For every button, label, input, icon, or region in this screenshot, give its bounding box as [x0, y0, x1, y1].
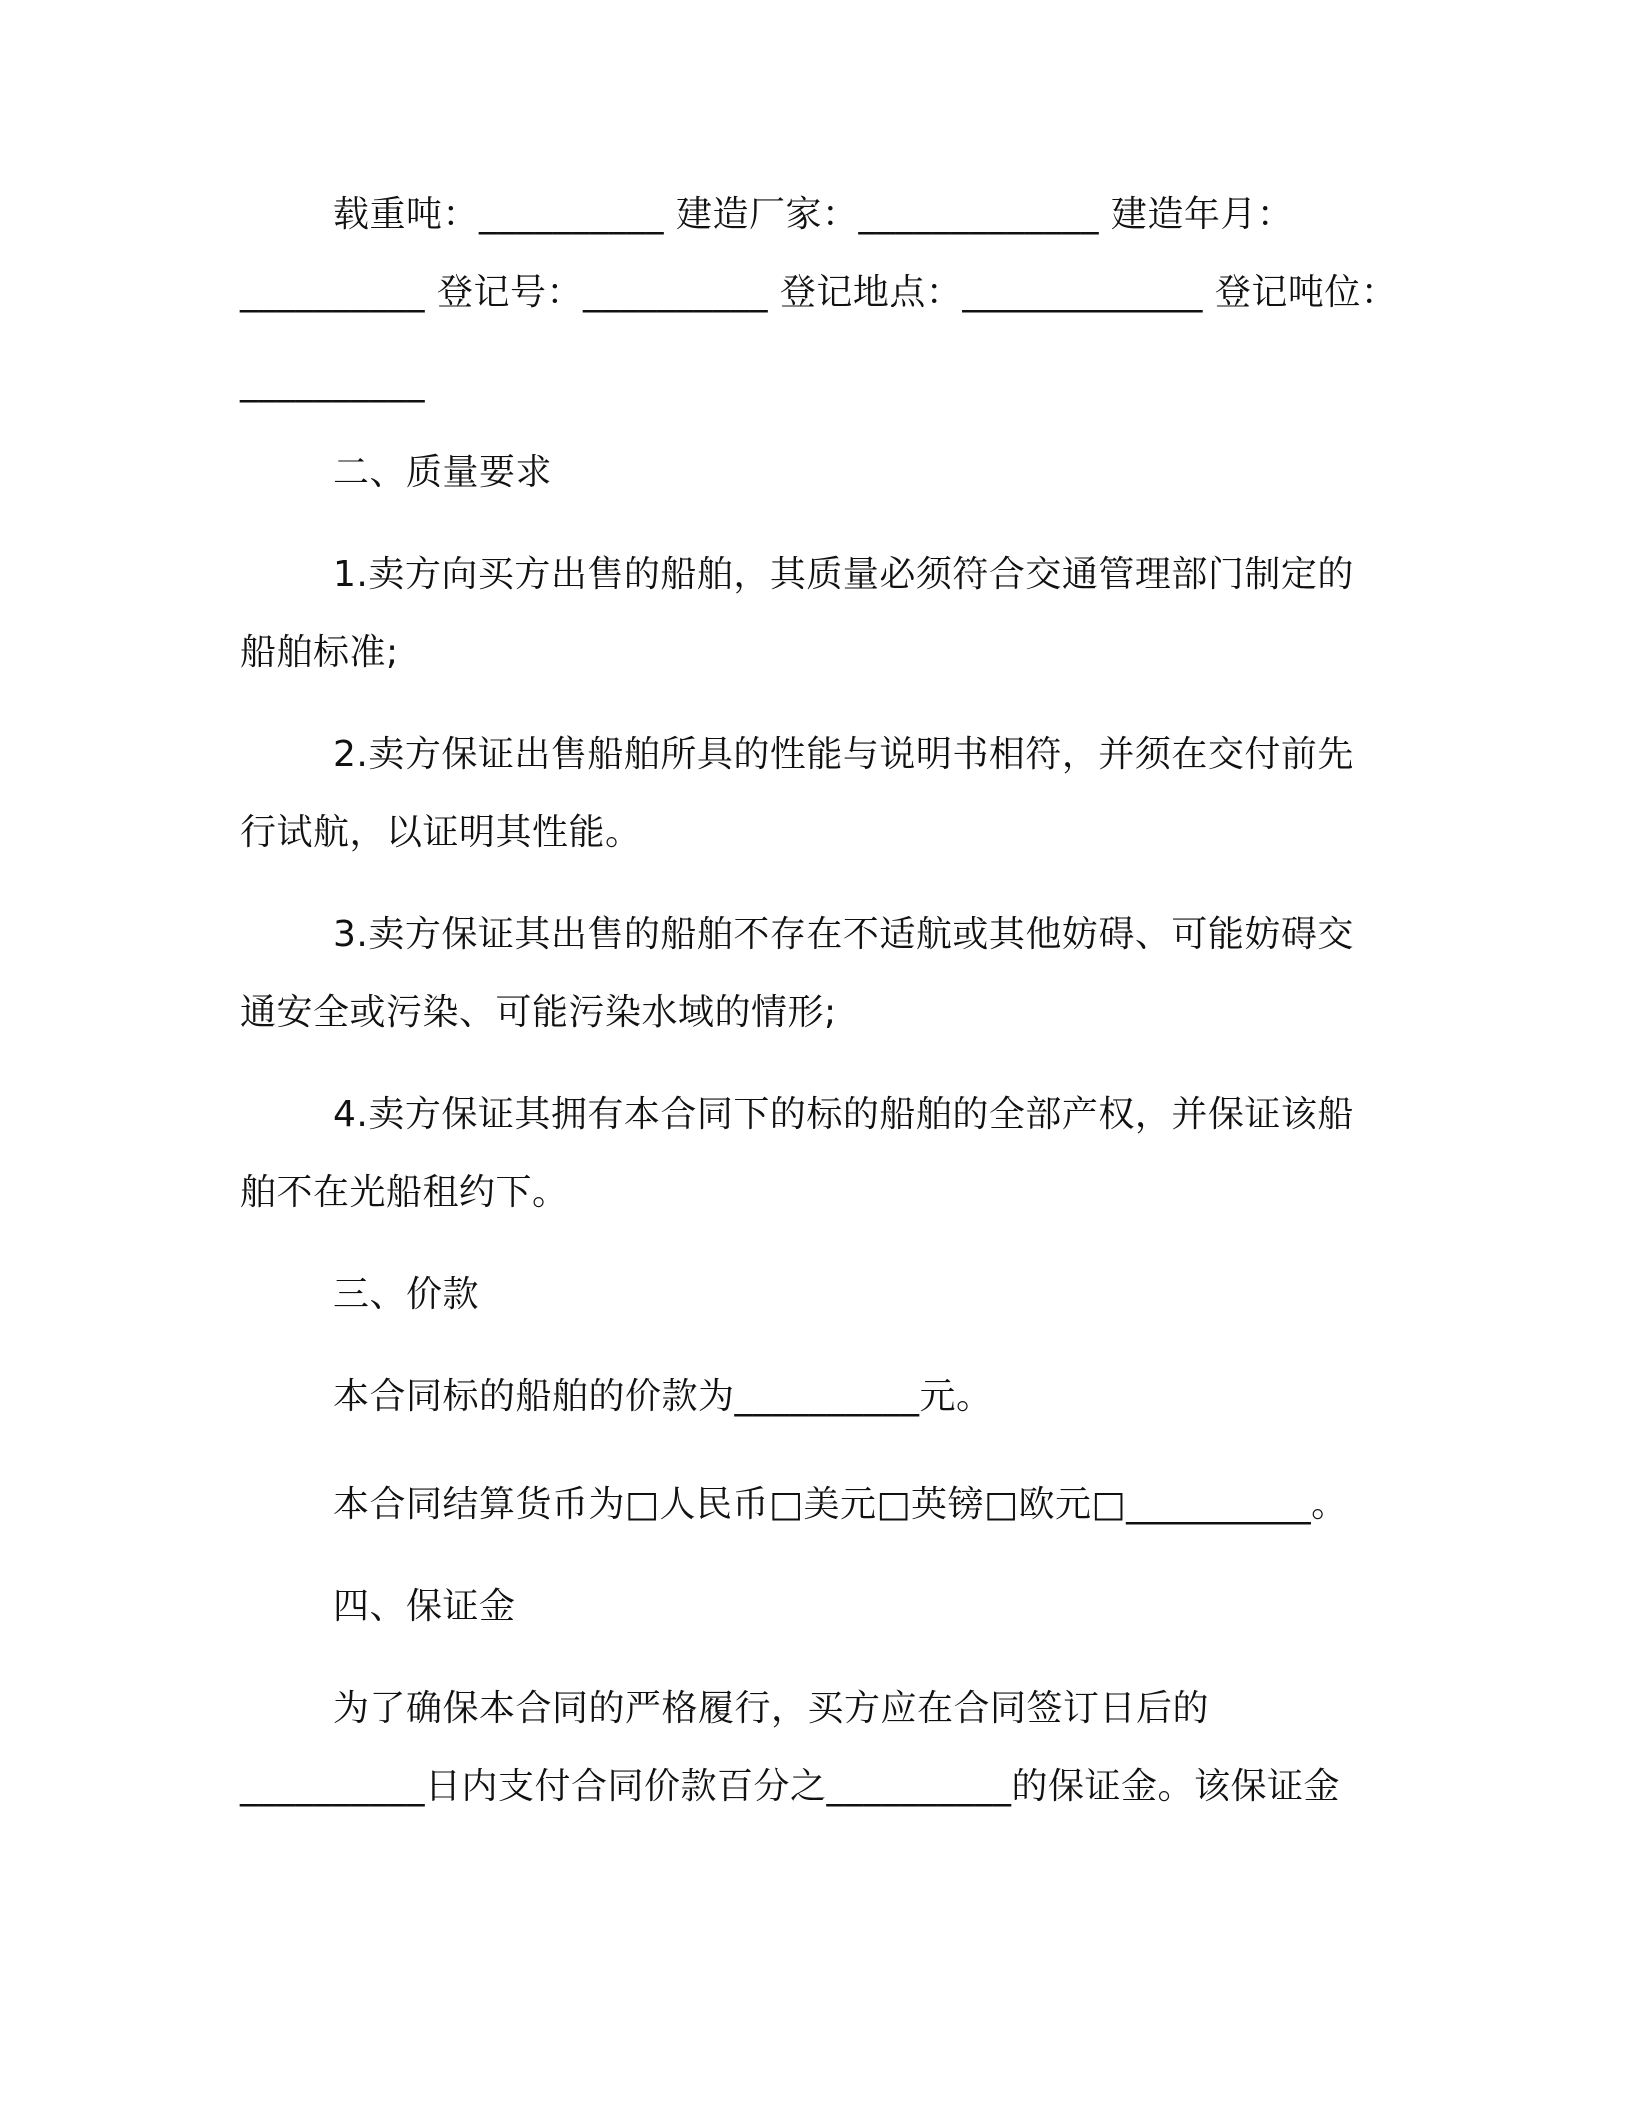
vessel-info-line-1: 载重吨：__________ 建造厂家：_____________ 建造年月： [333, 194, 1294, 235]
clause-1-line-2: 船舶标准; [240, 632, 399, 673]
section-heading-price: 三、价款 [333, 1274, 480, 1315]
clause-2-line-1: 2.卖方保证出售船舶所具的性能与说明书相符，并须在交付前先 [333, 734, 1354, 775]
clause-2-line-2: 行试航，以证明其性能。 [240, 812, 642, 853]
vessel-info-line-2: __________ 登记号：__________ 登记地点：_____________ 登记吨位： [240, 272, 1398, 313]
clause-4-line-2: 舶不在光船租约下。 [240, 1172, 569, 1213]
section-heading-deposit: 四、保证金 [333, 1586, 516, 1627]
deposit-line-1: 为了确保本合同的严格履行，买方应在合同签订日后的 [333, 1688, 1210, 1729]
clause-4-line-1: 4.卖方保证其拥有本合同下的标的船舶的全部产权，并保证该船 [333, 1094, 1354, 1135]
clause-3-line-2: 通安全或污染、可能污染水域的情形; [240, 992, 837, 1033]
price-line: 本合同标的船舶的价款为__________元。 [333, 1376, 993, 1417]
currency-line: 本合同结算货币为□人民币□美元□英镑□欧元□__________。 [333, 1484, 1348, 1525]
section-heading-quality: 二、质量要求 [333, 452, 553, 493]
clause-1-line-1: 1.卖方向买方出售的船舶，其质量必须符合交通管理部门制定的 [333, 554, 1354, 595]
vessel-info-line-3: __________ [240, 362, 425, 403]
deposit-line-2: __________日内支付合同价款百分之__________的保证金。该保证金 [240, 1766, 1341, 1807]
clause-3-line-1: 3.卖方保证其出售的船舶不存在不适航或其他妨碍、可能妨碍交 [333, 914, 1354, 955]
